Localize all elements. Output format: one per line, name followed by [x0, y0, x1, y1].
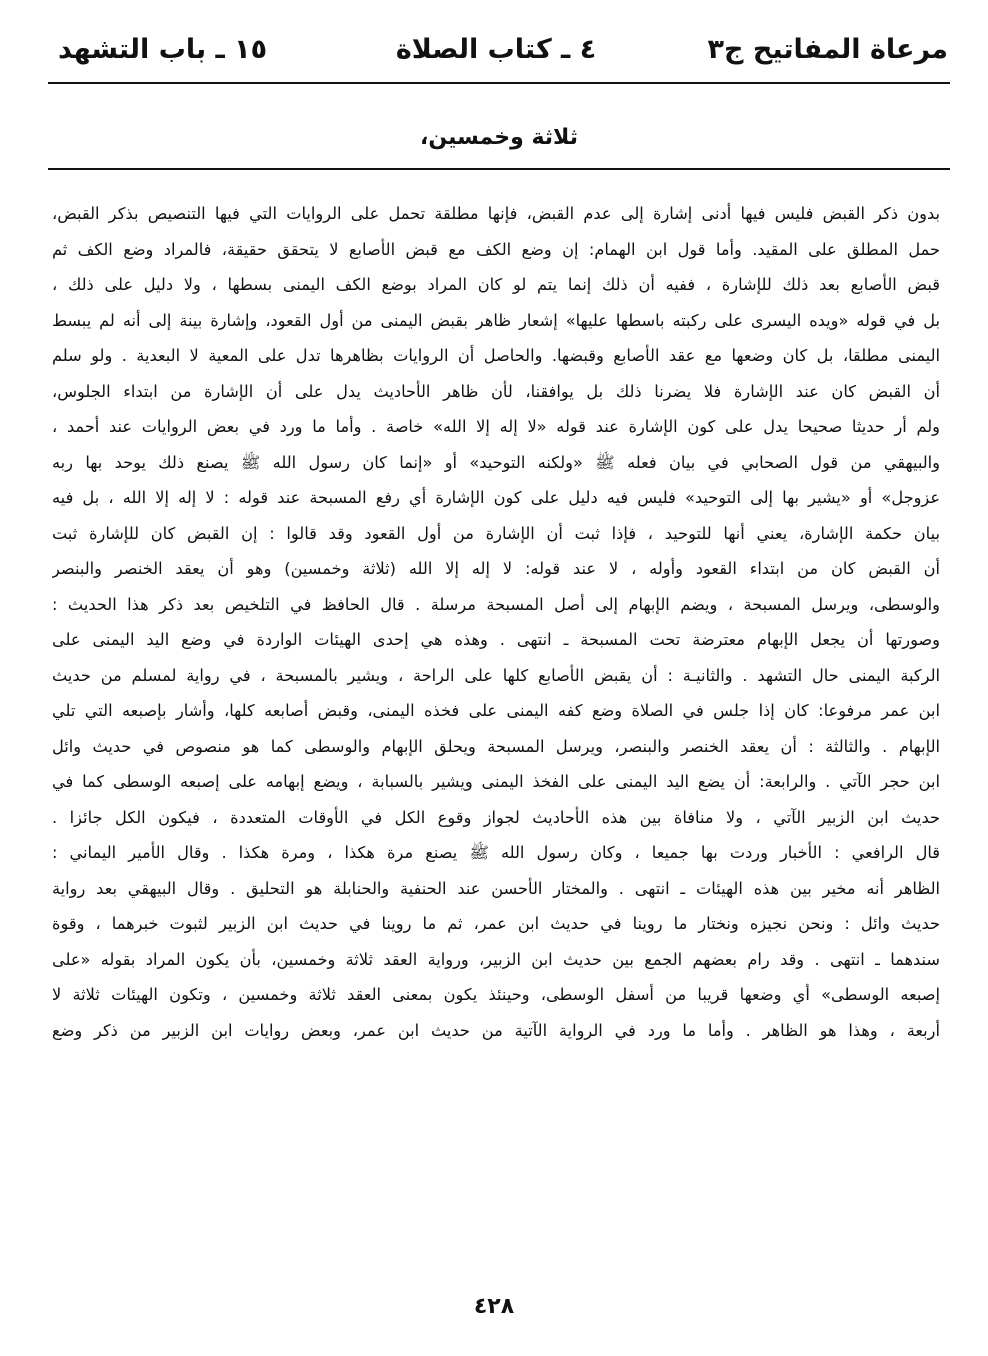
header-divider	[48, 82, 950, 84]
text-line: الظاهر أنه مخير بين هذه الهيئات ـ انتهى . والمختار الأحسن عند الحنفية والحنابلة هو التحليق . وقال البيهقي بعد رواية	[52, 878, 940, 898]
text-line: الإبهام . والثالثة : أن يعقد الخنصر والبنصر، ويرسل المسبحة ويحلق الإبهام والوسطى كما هو منصوص في حديث وائل	[52, 736, 940, 756]
heading-divider	[48, 168, 950, 170]
text-line: بيان حكمة الإشارة، يعني أنها للتوحيد ، فإذا ثبت أن الإشارة من أول القعود وقد قالوا : إن القبض كان للإشارة ثبت	[52, 523, 940, 543]
header-book-title: مرعاة المفاتيح ج٣	[707, 34, 948, 65]
text-line: والبيهقي من قول الصحابي في بيان فعله ﷺ «ولكنه التوحيد» أو «إنما كان رسول الله ﷺ يصنع ذلك يوحد بها ربه	[52, 452, 940, 472]
section-heading: ثلاثة وخمسين،	[419, 125, 579, 150]
text-line: أربعة ، وهذا هو الظاهر . وأما ما ورد في الرواية الآتية من حديث ابن عمر، وبعض روايات ابن الزبير من ذكر وضع	[52, 1020, 940, 1040]
running-header	[44, 28, 948, 76]
text-line: أن القبض كان من ابتداء القعود وأوله ، لا عند قوله: لا إله إلا الله (ثلاثة وخمسين) وهو أن يعقد الخنصر والبنصر	[52, 559, 940, 578]
text-line: الركبة اليمنى حال التشهد . والثانيـة : أن يقبض الأصابع كلها على الراحة ، ويشير بالمسبحة ، في رواية لمسلم من حديث	[52, 665, 940, 685]
header-book-section: ٤ ـ كتاب الصلاة	[395, 34, 597, 65]
text-line: إصبعه الوسطى» أي وضعها قريبا من أسفل الوسطى، وحينئذ يكون بمعنى العقد ثلاثة وخمسين ، وتكون الهيئات ثلاثة لا	[52, 985, 940, 1004]
text-line: ولم أر حديثا صحيحا يدل على كون الإشارة عند قوله «لا إله إلا الله» خاصة . وأما ما ورد في بعض الروايات عند أحمد ،	[52, 417, 940, 436]
body-text	[52, 196, 940, 1119]
text-line: وصورتها أن يجعل الإبهام معترضة تحت المسبحة ـ انتهى . وهذه هي إحدى الهيئات الواردة في وضع اليد اليمنى على	[52, 630, 940, 649]
text-line: سندهما ـ انتهى . وقد رام بعضهم الجمع بين حديث ابن الزبير، ورواية العقد ثلاثة وخمسين، بأن يكون المراد بقوله «على	[52, 949, 940, 969]
text-line: اليمنى مطلقا، بل كان وضعها مع عقد الأصابع وقبضها. والحاصل أن الروايات بظاهرها تدل على المعية لا البعدية . ولو سلم	[52, 346, 940, 365]
text-line: حديث وائل : ونحن نجيزه ونختار ما روينا في حديث ابن عمر، ثم ما روينا في حديث ابن الزبير لثبوت خبرهما ، وقوة	[52, 914, 940, 933]
page-number: ٤٢٨	[473, 1294, 515, 1319]
text-line: بدون ذكر القبض فليس فيها أدنى إشارة إلى عدم القبض، فإنها مطلقة تحمل على الروايات التي فيها التنصيص بذكر القبض،	[52, 204, 940, 223]
header-chapter: ١٥ ـ باب التشهد	[58, 34, 268, 65]
text-line: والوسطى، ويرسل المسبحة ، ويضم الإبهام إلى أصل المسبحة مرسلة . قال الحافظ في التلخيص بعد ذكر هذا الحديث :	[52, 594, 940, 614]
text-line: ابن حجر الآتي . والرابعة: أن يضع اليد اليمنى على الفخذ اليمنى ويشير بالسبابة ، ويضع إبهامه على إصبعه الوسطى كما في	[52, 772, 940, 791]
text-line: قال الرافعي : الأخبار وردت بها جميعا ، وكان رسول الله ﷺ يصنع مرة هكذا ، ومرة هكذا . وقال الأمير اليماني :	[52, 843, 940, 862]
text-line: أن القبض كان عند الإشارة فلا يضرنا ذلك بل يوافقنا، لأن ظاهر الأحاديث يدل على أن الإشارة من ابتداء الجلوس،	[52, 381, 940, 401]
text-line	[52, 1048, 940, 1084]
text-line: عزوجل» أو «يشير بها إلى التوحيد» فليس فيه دليل على كون الإشارة أي رفع المسبحة عند قوله : لا إله إلا الله ، بل فيه	[52, 488, 940, 507]
text-line: حديث ابن الزبير الآتي ، ولا منافاة بين هذه الأحاديث لجواز وقوع الكل في الأوقات المتعددة ، فيكون الكل جائزا .	[52, 807, 940, 827]
text-line: بل في قوله «ويده اليسرى على ركبته باسطها عليها» إشعار ظاهر بقبض اليمنى من أول القعود، وإشارة بينة إلى أنه لم يبسط	[52, 310, 940, 330]
text-line: حمل المطلق على المقيد. وأما قول ابن الهمام: إن وضع الكف مع قبض الأصابع لا يتحقق حقيقة، فالمراد وضع الكف ثم	[52, 239, 940, 259]
text-line: ابن عمر مرفوعا: كان إذا جلس في الصلاة وضع كفه اليمنى على فخذه اليمنى، وقبض أصابعه كلها، وأشار بإصبعه التي تلي	[52, 701, 940, 720]
text-line	[52, 1084, 940, 1120]
text-line: قبض الأصابع بعد ذلك للإشارة ، ففيه أن ذلك إنما يتم لو كان المراد بوضع الكف اليمنى بسطها ، ولا دليل على ذلك ،	[52, 275, 940, 294]
